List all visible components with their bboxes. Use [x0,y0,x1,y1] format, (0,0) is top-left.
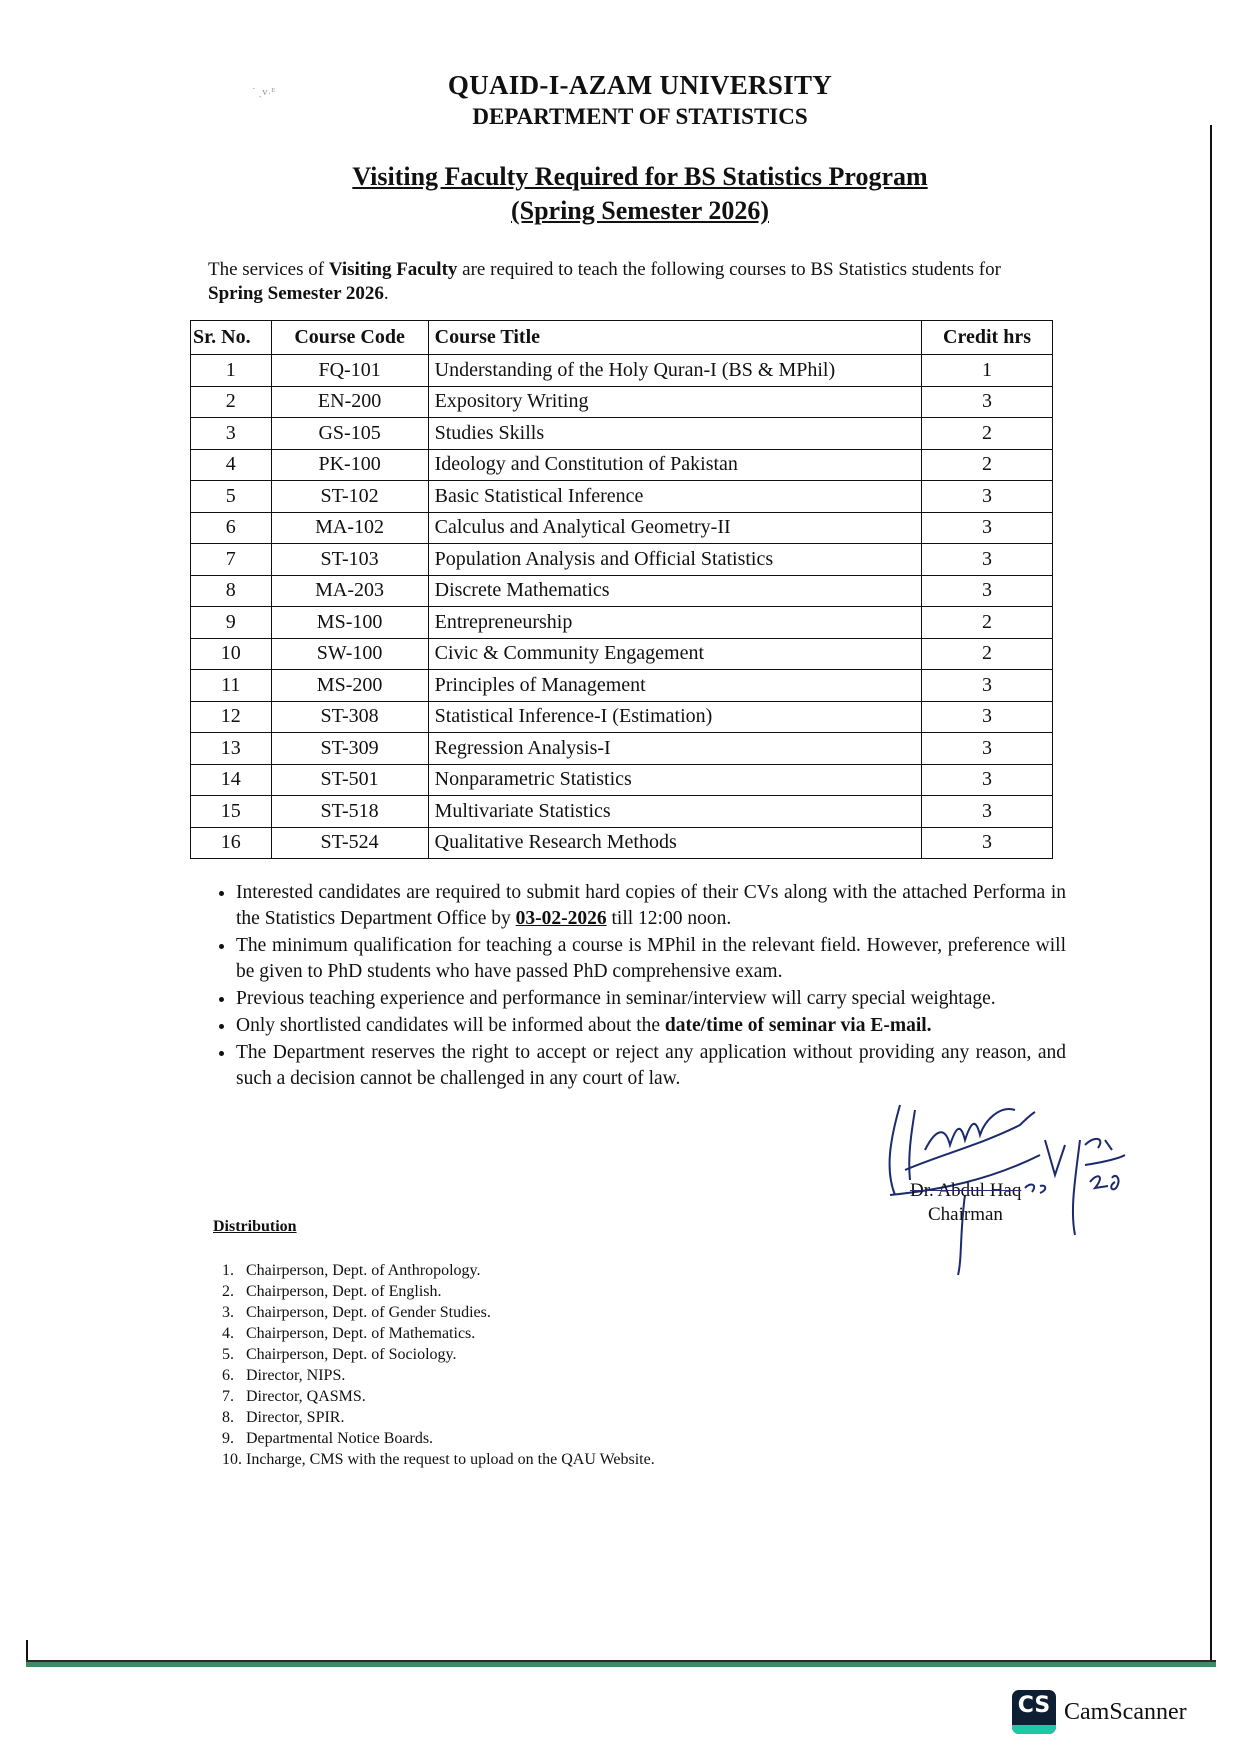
cell-course-title: Discrete Mathematics [428,575,921,607]
cell-course-code: ST-518 [271,796,428,828]
cell-sr-no: 1 [191,355,272,387]
cell-course-title: Expository Writing [428,386,921,418]
cell-sr-no: 3 [191,418,272,450]
cell-course-title: Qualitative Research Methods [428,827,921,859]
cell-course-code: ST-102 [271,481,428,513]
cell-course-code: FQ-101 [271,355,428,387]
bullet-shortlist [236,1013,1066,1039]
signatory-name: Dr. Abdul Haq [910,1180,1022,1201]
cell-credit-hrs: 3 [922,575,1053,607]
cell-course-title: Calculus and Analytical Geometry-II [428,512,921,544]
distribution-item-text: Director, SPIR. [246,1409,345,1426]
intro-bold-semester: Spring Semester 2026 [208,283,384,304]
distribution-item-number: 9. [222,1430,234,1447]
cell-credit-hrs: 3 [922,827,1053,859]
cell-course-code: ST-103 [271,544,428,576]
cell-sr-no: 12 [191,701,272,733]
intro-text: The services of [208,259,329,280]
table-row [191,418,1053,450]
table-row [191,638,1053,670]
cell-credit-hrs: 3 [922,670,1053,702]
cell-course-title: Entrepreneurship [428,607,921,639]
cell-credit-hrs: 3 [922,796,1053,828]
cell-sr-no: 10 [191,638,272,670]
cell-course-title: Studies Skills [428,418,921,450]
cell-sr-no: 13 [191,733,272,765]
cell-course-code: MA-102 [271,512,428,544]
distribution-item-text: Chairperson, Dept. of Sociology. [246,1346,457,1363]
intro-text: are required to teach the following courses to BS Statistics students for [457,259,1001,280]
cell-credit-hrs: 3 [922,733,1053,765]
distribution-item [222,1407,655,1428]
table-row [191,386,1053,418]
university-name: QUAID-I-AZAM UNIVERSITY [447,70,833,100]
distribution-item-number: 3. [222,1304,234,1321]
cell-credit-hrs: 2 [922,449,1053,481]
camscanner-logo-icon [1012,1690,1056,1734]
cell-sr-no: 2 [191,386,272,418]
camscanner-label: CamScanner [1064,1698,1187,1725]
table-row [191,449,1053,481]
cell-course-title: Statistical Inference-I (Estimation) [428,701,921,733]
distribution-item [222,1260,655,1281]
distribution-item-number: 6. [222,1367,234,1384]
intro-paragraph [208,258,1048,306]
bullet-text: till 12:00 noon. [606,908,732,929]
cell-sr-no: 5 [191,481,272,513]
cell-credit-hrs: 3 [922,386,1053,418]
cell-course-code: MS-200 [271,670,428,702]
cell-course-title: Ideology and Constitution of Pakistan [428,449,921,481]
cell-sr-no: 7 [191,544,272,576]
cell-credit-hrs: 3 [922,764,1053,796]
distribution-item-text: Chairperson, Dept. of Mathematics. [246,1325,476,1342]
cell-course-title: Population Analysis and Official Statistics [428,544,921,576]
signatory-role: Chairman [928,1204,1003,1225]
cell-sr-no: 9 [191,607,272,639]
cell-sr-no: 4 [191,449,272,481]
notice-title-line2: (Spring Semester 2026) [510,196,770,225]
cell-credit-hrs: 2 [922,607,1053,639]
requirements-list [212,880,1066,1093]
bullet-bold-text: date/time of seminar via E-mail. [664,1015,932,1036]
header-course-title: Course Title [428,321,921,355]
distribution-list [222,1260,655,1470]
cell-credit-hrs: 2 [922,638,1053,670]
distribution-item [222,1386,655,1407]
distribution-item-number: 2. [222,1283,234,1300]
cell-course-title: Basic Statistical Inference [428,481,921,513]
notice-title-line1: Visiting Faculty Required for BS Statistics Program [352,162,928,191]
table-row [191,796,1053,828]
distribution-item [222,1365,655,1386]
distribution-item-text: Departmental Notice Boards. [246,1430,434,1447]
table-row [191,544,1053,576]
distribution-item-text: Chairperson, Dept. of Gender Studies. [246,1304,491,1321]
signature-block [880,1100,1130,1280]
cell-sr-no: 16 [191,827,272,859]
cell-credit-hrs: 3 [922,544,1053,576]
cell-course-title: Regression Analysis-I [428,733,921,765]
cell-course-code: ST-524 [271,827,428,859]
cell-credit-hrs: 3 [922,512,1053,544]
distribution-item-text: Director, QASMS. [246,1388,366,1405]
table-header-row [191,321,1053,355]
cell-course-code: ST-501 [271,764,428,796]
table-row [191,607,1053,639]
table-row [191,670,1053,702]
deadline-date: 03-02-2026 [515,908,607,929]
distribution-item [222,1281,655,1302]
page-edge-bottom [26,1660,1216,1667]
distribution-heading: Distribution [213,1218,297,1235]
distribution-item-number: 8. [222,1409,234,1426]
distribution-item [222,1449,655,1470]
distribution-item-number: 7. [222,1388,234,1405]
cell-sr-no: 14 [191,764,272,796]
distribution-item [222,1344,655,1365]
distribution-item-text: Director, NIPS. [246,1367,346,1384]
cell-course-code: PK-100 [271,449,428,481]
distribution-item [222,1302,655,1323]
camscanner-logo-text: CS [1017,1693,1051,1718]
cell-course-code: ST-309 [271,733,428,765]
cell-course-title: Civic & Community Engagement [428,638,921,670]
camscanner-logo-band [1012,1725,1056,1734]
cell-course-title: Principles of Management [428,670,921,702]
distribution-item-text: Incharge, CMS with the request to upload on the QAU Website. [246,1451,655,1468]
cell-course-title: Nonparametric Statistics [428,764,921,796]
cell-course-code: SW-100 [271,638,428,670]
table-row [191,575,1053,607]
bullet-text: Interested candidates are required to submit hard copies of their CVs along with the attached Performa in the Statistics Department Office by [236,882,1066,929]
cell-course-code: MS-100 [271,607,428,639]
distribution-item-number: 5. [222,1346,234,1363]
cell-course-code: ST-308 [271,701,428,733]
bullet-experience: • Previous teaching experience and performance in seminar/interview will carry special weightage. [236,986,1066,1012]
distribution-item-number: 1. [222,1262,234,1279]
intro-bold-visiting-faculty: Visiting Faculty [328,259,458,280]
cell-sr-no: 6 [191,512,272,544]
table-row [191,512,1053,544]
distribution-item-number: 4. [222,1325,234,1342]
bullet-rights: • The Department reserves the right to accept or reject any application without providing any reason, and such a decision cannot be challenged in any court of law. [236,1040,1066,1092]
header-course-code: Course Code [271,321,428,355]
table-row [191,733,1053,765]
bullet-submission [236,880,1066,932]
department-name: DEPARTMENT OF STATISTICS [472,104,808,129]
page-edge-right [1210,125,1212,1665]
distribution-item-text: Chairperson, Dept. of Anthropology. [246,1262,481,1279]
table-row [191,827,1053,859]
notice-title [0,160,1240,228]
cell-credit-hrs: 1 [922,355,1053,387]
cell-sr-no: 8 [191,575,272,607]
table-row [191,764,1053,796]
distribution-item [222,1323,655,1344]
cell-sr-no: 15 [191,796,272,828]
table-row [191,355,1053,387]
courses-table [190,320,1053,859]
cell-credit-hrs: 3 [922,481,1053,513]
cell-credit-hrs: 2 [922,418,1053,450]
bullet-qualification: • The minimum qualification for teaching a course is MPhil in the relevant field. However, preference will be given to PhD students who have passed PhD comprehensive exam. [236,933,1066,985]
distribution-item [222,1428,655,1449]
cell-course-title: Understanding of the Holy Quran-I (BS & MPhil) [428,355,921,387]
distribution-item-text: Chairperson, Dept. of English. [246,1283,442,1300]
cell-credit-hrs: 3 [922,701,1053,733]
cell-course-code: GS-105 [271,418,428,450]
header-credit-hrs: Credit hrs [922,321,1053,355]
cell-course-title: Multivariate Statistics [428,796,921,828]
bullet-text: Only shortlisted candidates will be informed about the [236,1015,665,1036]
table-row [191,481,1053,513]
distribution-item-number: 10. [222,1451,242,1468]
camscanner-watermark [1012,1690,1187,1734]
table-row [191,701,1053,733]
header-sr-no: Sr. No. [191,321,272,355]
intro-text: . [383,283,389,304]
cell-course-code: MA-203 [271,575,428,607]
cell-course-code: EN-200 [271,386,428,418]
cell-sr-no: 11 [191,670,272,702]
stray-mark: ˙ ˎᴠ˒ᴱ [252,86,276,98]
